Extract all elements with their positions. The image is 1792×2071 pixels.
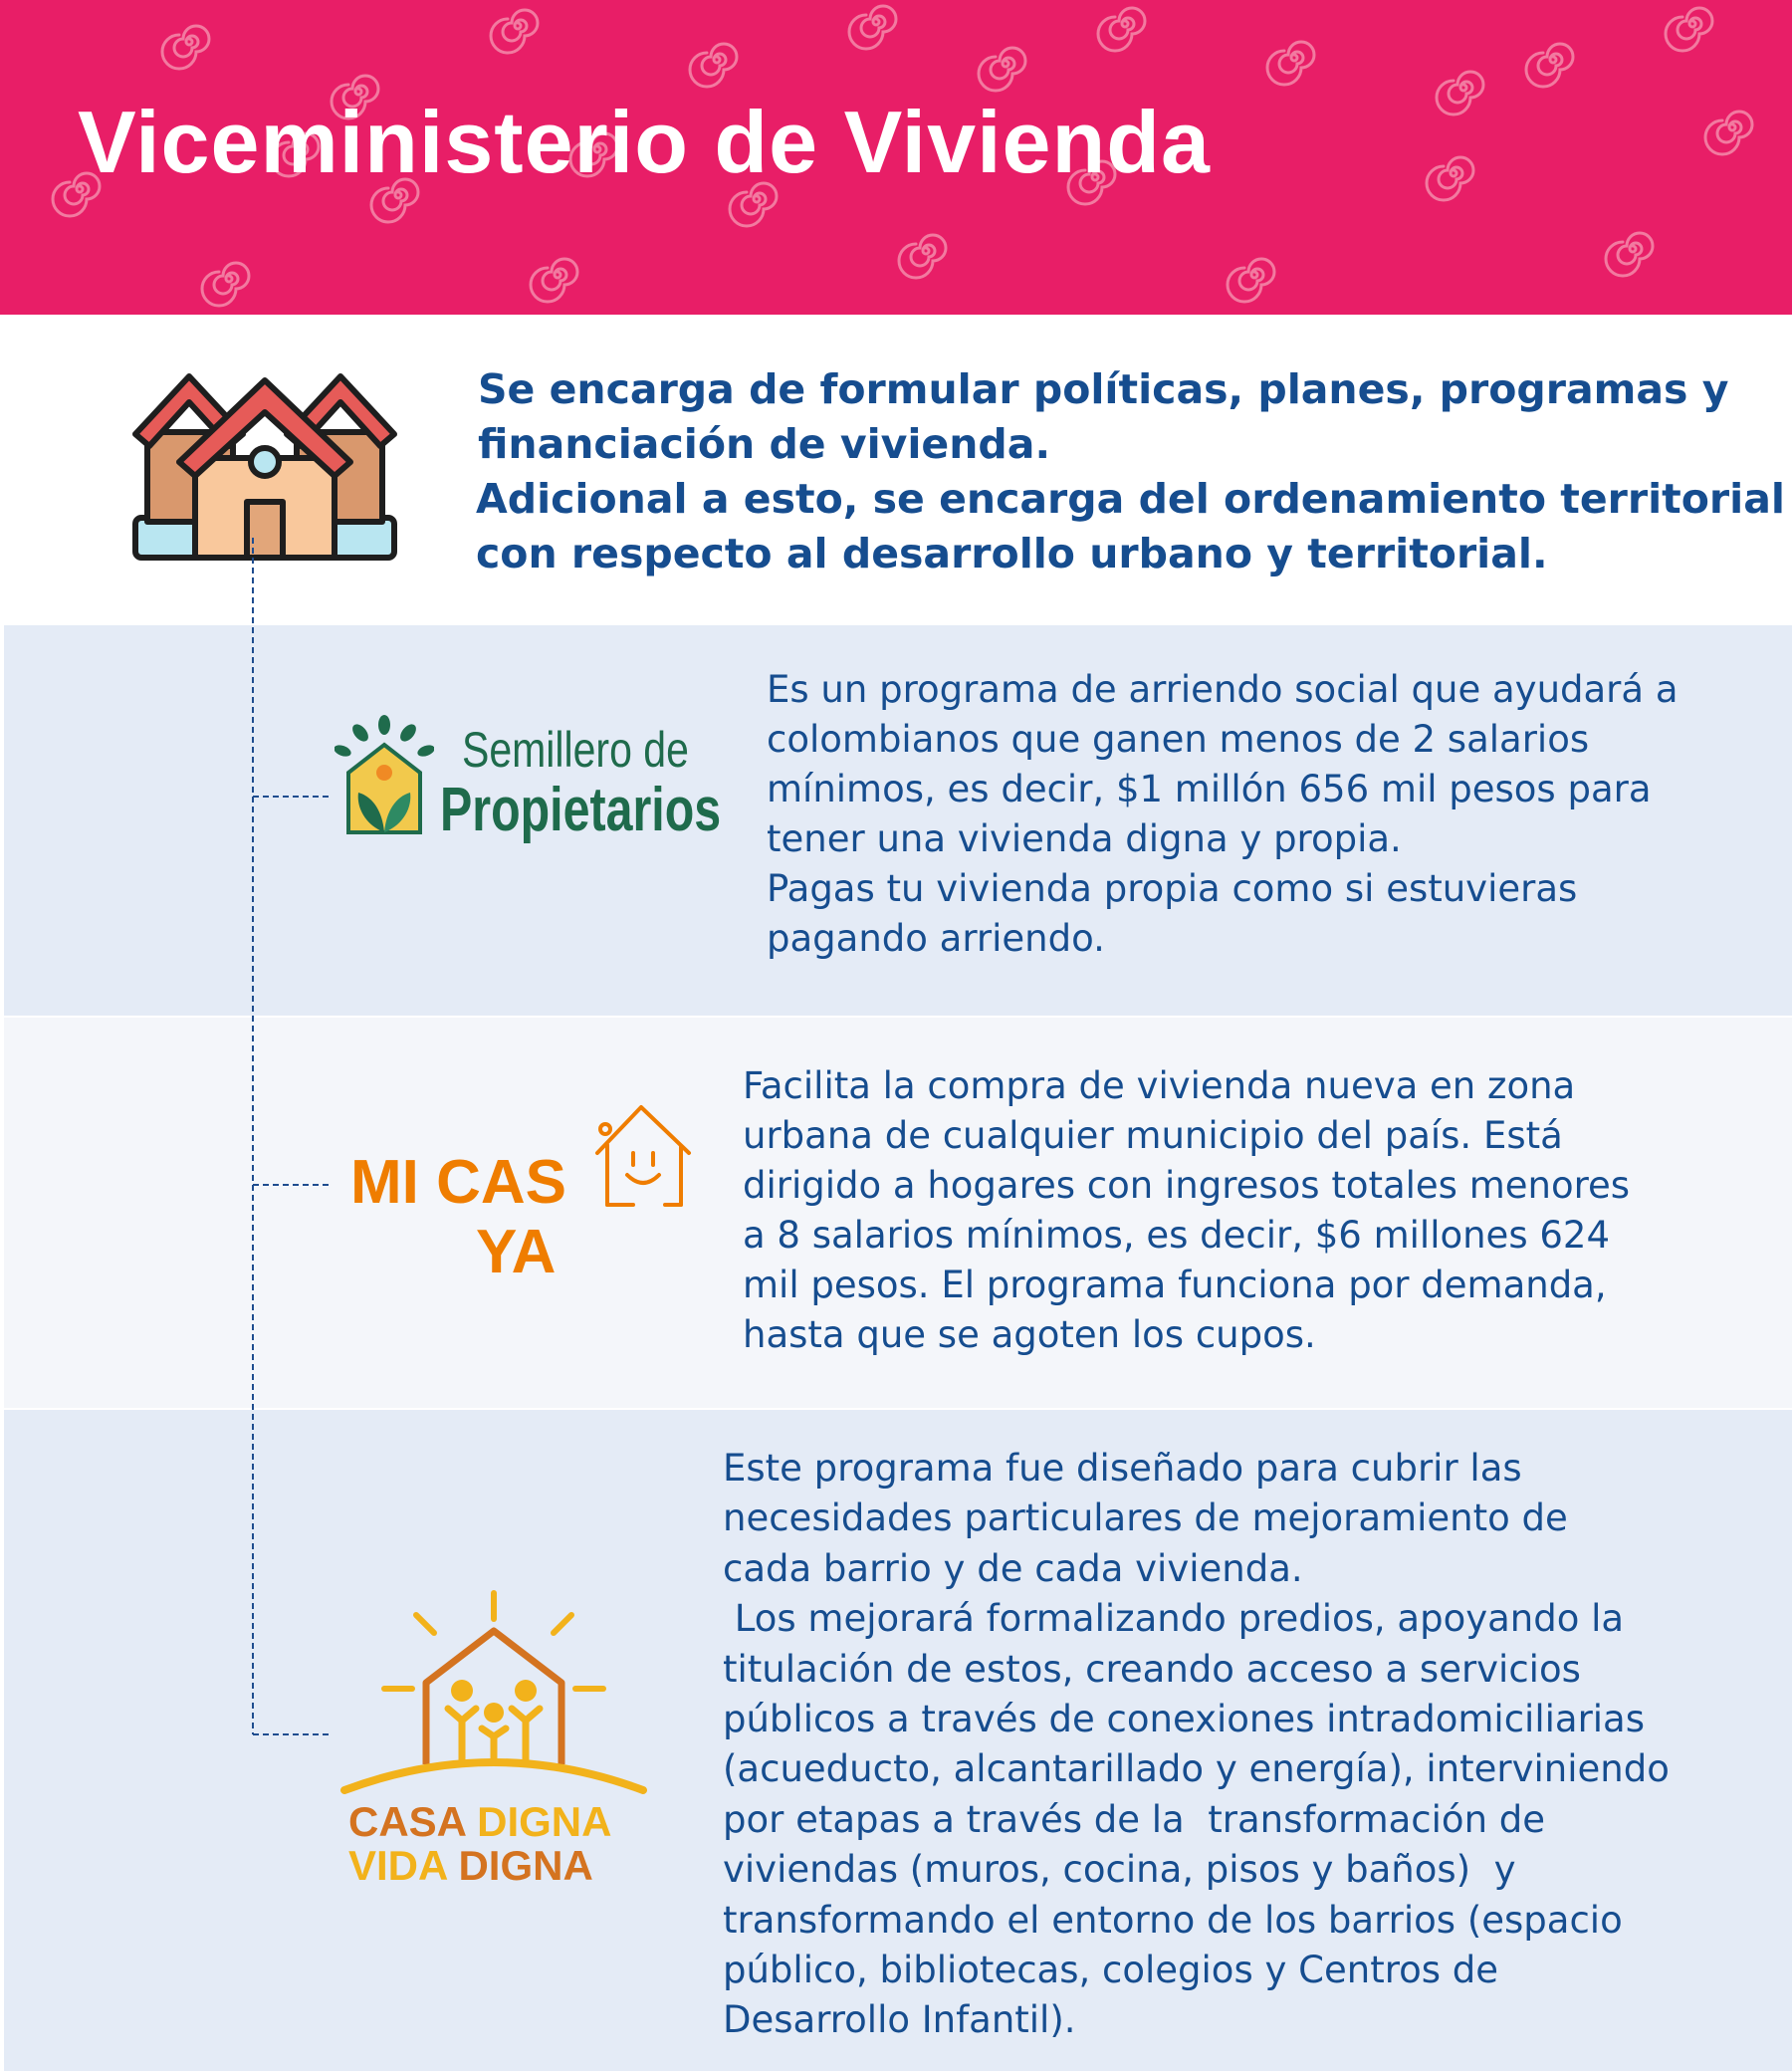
- logo-word-digna: DIGNA: [458, 1842, 593, 1889]
- swirl-icon: [531, 259, 577, 302]
- program-description-semillero: [767, 665, 1679, 964]
- swirl-icon: [849, 6, 896, 49]
- casa-digna-logo-line1: [348, 1798, 611, 1846]
- header-banner: [0, 0, 1792, 315]
- logo-word-vida: VIDA: [348, 1842, 447, 1889]
- swirl-icon: [491, 10, 538, 53]
- description-line: necesidades particulares de mejoramiento de: [723, 1496, 1568, 1540]
- description-line: por etapas a través de la transformación de: [723, 1797, 1546, 1841]
- description-line: transformando el entorno de los barrios (espacio: [723, 1898, 1623, 1942]
- swirl-icon: [690, 44, 737, 87]
- description-line: pagando arriendo.: [767, 917, 1105, 960]
- semillero-logo-line1: Semillero de: [462, 722, 689, 778]
- swirl-icon: [1228, 259, 1274, 302]
- description-line: tener una vivienda digna y propia.: [767, 817, 1402, 860]
- smile-house-icon: [593, 1099, 693, 1211]
- swirl-icon: [162, 26, 209, 69]
- swirl-icon: [1705, 112, 1752, 154]
- description-line: Desarrollo Infantil).: [723, 1998, 1076, 2042]
- description-line: titulación de estos, creando acceso a servicios: [723, 1647, 1581, 1691]
- description-line: Pagas tu vivienda propia como si estuvieras: [767, 867, 1578, 910]
- description-line: (acueducto, alcantarillado y energía), interviniendo: [723, 1747, 1670, 1791]
- semillero-logo-icon: [335, 715, 434, 844]
- family-house-sun-icon: [338, 1585, 657, 1798]
- swirl-icon: [899, 235, 946, 278]
- swirl-icon: [1606, 233, 1653, 276]
- program-description-mi-casa-ya: [743, 1061, 1630, 1360]
- swirl-icon: [1437, 72, 1483, 115]
- swirl-icon: [1666, 8, 1712, 51]
- intro-line: con respecto al desarrollo urbano y territorial.: [476, 530, 1548, 577]
- casa-digna-logo-line2: [348, 1842, 593, 1890]
- description-line: dirigido a hogares con ingresos totales menores: [743, 1164, 1631, 1207]
- description-line: mil pesos. El programa funciona por demanda,: [743, 1264, 1607, 1306]
- mi-casa-ya-logo-line2: YA: [476, 1218, 557, 1286]
- swirl-icon: [979, 48, 1025, 91]
- description-line: a 8 salarios mínimos, es decir, $6 millones 624: [743, 1214, 1610, 1257]
- intro-paragraph-2: [476, 472, 1785, 581]
- description-line: públicos a través de conexiones intradomiciliarias: [723, 1698, 1646, 1741]
- mi-casa-ya-logo-line1: MI CAS: [350, 1148, 566, 1217]
- description-line: Los mejorará formalizando predios, apoyando la: [723, 1597, 1625, 1641]
- intro-line: Adicional a esto, se encarga del ordenamiento territorial: [476, 475, 1785, 523]
- description-line: Facilita la compra de vivienda nueva en zona: [743, 1064, 1576, 1107]
- description-line: hasta que se agoten los cupos.: [743, 1313, 1316, 1356]
- timeline-connector: [239, 538, 338, 1752]
- semillero-logo-line2: Propietarios: [440, 776, 722, 844]
- description-line: Este programa fue diseñado para cubrir las: [723, 1447, 1522, 1490]
- logo-word-casa: CASA: [348, 1798, 466, 1845]
- description-line: mínimos, es decir, $1 millón 656 mil pesos para: [767, 768, 1652, 810]
- intro-paragraph-1: [478, 362, 1728, 472]
- swirl-icon: [1427, 157, 1473, 200]
- description-line: colombianos que ganen menos de 2 salarios: [767, 718, 1590, 761]
- description-line: Es un programa de arriendo social que ayudará a: [767, 668, 1679, 711]
- description-line: viviendas (muros, cocina, pisos y baños) y: [723, 1848, 1516, 1892]
- swirl-icon: [202, 263, 249, 306]
- casa-digna-logo-icon: [338, 1585, 657, 1798]
- page-title: Viceministerio de Vivienda: [78, 93, 1211, 191]
- smiling-house-icon: [593, 1099, 693, 1211]
- description-line: público, bibliotecas, colegios y Centros de: [723, 1949, 1499, 1992]
- description-line: cada barrio y de cada vivienda.: [723, 1546, 1303, 1590]
- swirl-icon: [1267, 42, 1314, 85]
- intro-line: financiación de vivienda.: [478, 420, 1051, 468]
- intro-line: Se encarga de formular políticas, planes, programas y: [478, 365, 1729, 413]
- swirl-icon: [1098, 8, 1145, 51]
- logo-word-digna: DIGNA: [477, 1798, 612, 1845]
- program-description-casa-digna: [723, 1444, 1670, 2046]
- sprout-house-icon: [335, 715, 434, 844]
- description-line: urbana de cualquier municipio del país. Está: [743, 1114, 1563, 1157]
- swirl-icon: [1526, 44, 1573, 87]
